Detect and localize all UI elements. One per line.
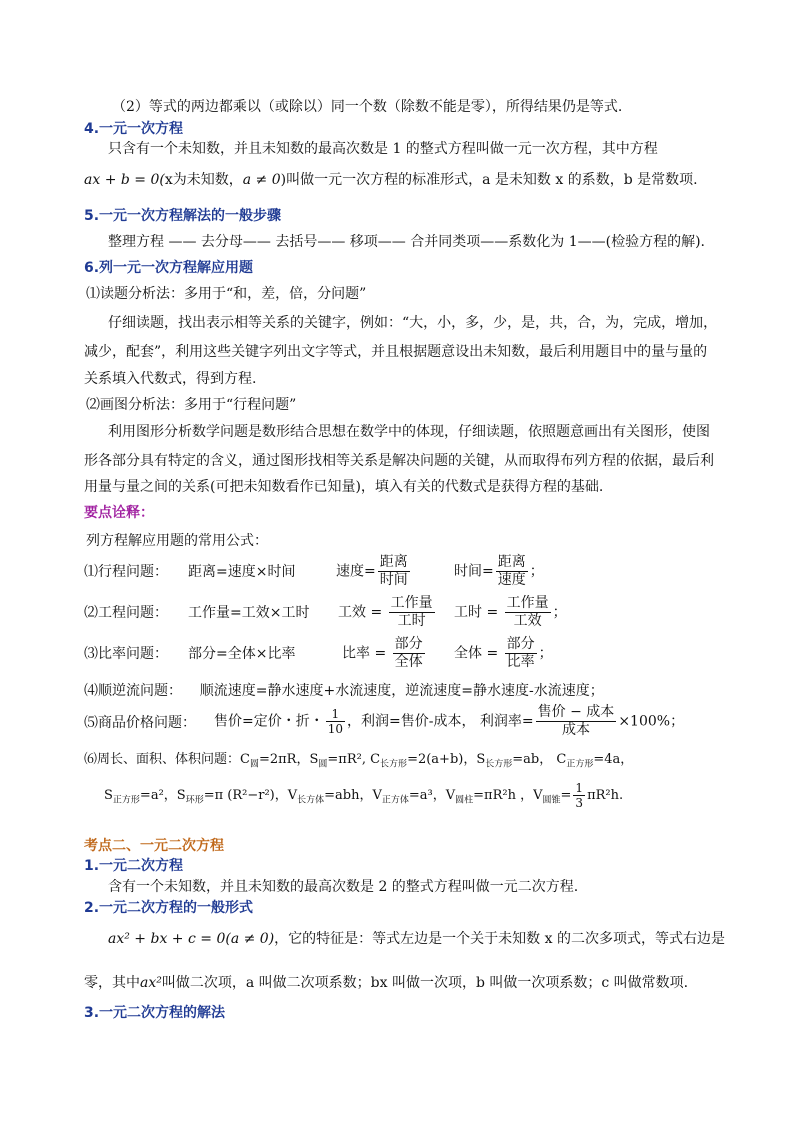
drawing-method-line-3: 用量与量之间的关系(可把未知数看作已知量)，填入有关的代数式是获得方程的基础. bbox=[84, 479, 604, 495]
linear-equation-standard-form: ax + b = 0(x为未知数，a ≠ 0)叫做一元一次方程的标准形式，a 是未知数 x 的系数，b 是常数项. bbox=[84, 172, 698, 188]
drawing-method-line-1: 利用图形分析数学问题是数形结合思想在数学中的体现，仔细读题，依照题意画出有关图形，使图 bbox=[108, 424, 710, 440]
rule-2-text: （2）等式的两边都乘以（或除以）同一个数（除数不能是零），所得结果仍是等式. bbox=[112, 99, 623, 115]
formula-row-stream: ⑷顺逆流问题： 顺流速度=静水速度+水流速度，逆流速度=静水速度-水流速度； bbox=[84, 683, 604, 699]
drawing-method-title: ⑵画图分析法：多用于“行程问题” bbox=[86, 397, 297, 413]
heading-linear-equation: 4.一元一次方程 bbox=[84, 121, 184, 137]
reading-method-line-1: 仔细读题，找出表示相等关系的关键字，例如：“大，小，多，少，是，共，合，为，完成，增加， bbox=[108, 315, 718, 331]
formula-row-travel: ⑴行程问题： 距离=速度×时间 速度= $\frac{\text{距离}}{\text{时间}}$ 时间= $\frac{\text{距离}}{\text{速度}}$ ； bbox=[84, 554, 544, 588]
key-points-intro: 列方程解应用题的常用公式： bbox=[86, 533, 268, 549]
formula-row-price: ⑸商品价格问题： 售价=定价・折・ $\frac{1}{10}$ ，利润=售价-成本， 利润率= $\frac{\text{售价 − 成本}}{\text{成本}}$ ×100%； bbox=[84, 704, 685, 738]
solving-steps-text: 整理方程 —— 去分母—— 去括号—— 移项—— 合并同类项——系数化为 1——(检验方程的解). bbox=[108, 234, 705, 250]
reading-method-line-2: 减少，配套”，利用这些关键字列出文字等式，并且根据题意设出未知数，最后利用题目中的量与量的 bbox=[84, 344, 708, 360]
drawing-method-line-2: 形各部分具有特定的含义，通过图形找相等关系是解决问题的关键，从而取得布列方程的依据，最后利 bbox=[84, 453, 714, 469]
formula-a-nonzero: a ≠ 0 bbox=[242, 172, 281, 188]
formula-quadratic-general: ax² + bx + c = 0(a ≠ 0) bbox=[108, 931, 275, 947]
quadratic-definition: 含有一个未知数，并且未知数的最高次数是 2 的整式方程叫做一元二次方程. bbox=[108, 879, 579, 895]
formula-row-geometry-1: ⑹周长、面积、体积问题：$C_圆=2\pi R$，$S_圆=\pi R^2$, $C_{长方形}=2(a+b)$，$S_{长方形}=ab$， $C_{正方形}=4a$， bbox=[84, 752, 634, 770]
reading-method-title: ⑴读题分析法：多用于“和，差，倍，分问题” bbox=[86, 286, 367, 302]
formula-ax-b: ax + b = 0( bbox=[84, 172, 165, 188]
heading-quadratic-equation: 1.一元二次方程 bbox=[84, 858, 184, 874]
quadratic-general-form-line-2: 零，其中ax²叫做二次项，a 叫做二次项系数；bx 叫做一次项，b 叫做一次项系数；c 叫做常数项. bbox=[84, 975, 689, 991]
quadratic-general-form-line-1: ax² + bx + c = 0(a ≠ 0)，它的特征是：等式左边是一个关于未知数 x 的二次多项式，等式右边是 bbox=[108, 931, 725, 947]
formula-row-ratio: ⑶比率问题： 部分=全体×比率 比率 = $\frac{\text{部分}}{\text{全体}}$ 全体 = $\frac{\text{部分}}{\text{比率}}$ ； bbox=[84, 636, 553, 670]
key-points-heading: 要点诠释： bbox=[84, 505, 154, 521]
linear-equation-definition: 只含有一个未知数，并且未知数的最高次数是 1 的整式方程叫做一元一次方程，其中方程 bbox=[108, 141, 658, 157]
heading-word-problems: 6.列一元一次方程解应用题 bbox=[84, 260, 254, 276]
formula-row-geometry-2: $S_{正方形}=a^2$，$S_{环形}=\pi$ (R²−r²)，$V_{长方体}=abh$，$V_{正方体}=a^3$，$V_{圆柱}=\pi R^2h$ ，$V_{圆锥}=$ $\frac{1}{3}$ πR²h. bbox=[104, 781, 624, 810]
reading-method-line-3: 关系填入代数式，得到方程. bbox=[84, 371, 257, 387]
section-quadratic-heading: 考点二、一元二次方程 bbox=[84, 838, 224, 854]
heading-solving-steps: 5.一元一次方程解法的一般步骤 bbox=[84, 208, 282, 224]
formula-row-work: ⑵工程问题： 工作量=工效×工时 工效 = $\frac{\text{工作量}}{\text{工时}}$ 工时 = $\frac{\text{工作量}}{\text{工效}}$ ； bbox=[84, 595, 567, 629]
heading-quadratic-general-form: 2.一元二次方程的一般形式 bbox=[84, 900, 254, 916]
heading-quadratic-solutions: 3.一元二次方程的解法 bbox=[84, 1005, 226, 1021]
